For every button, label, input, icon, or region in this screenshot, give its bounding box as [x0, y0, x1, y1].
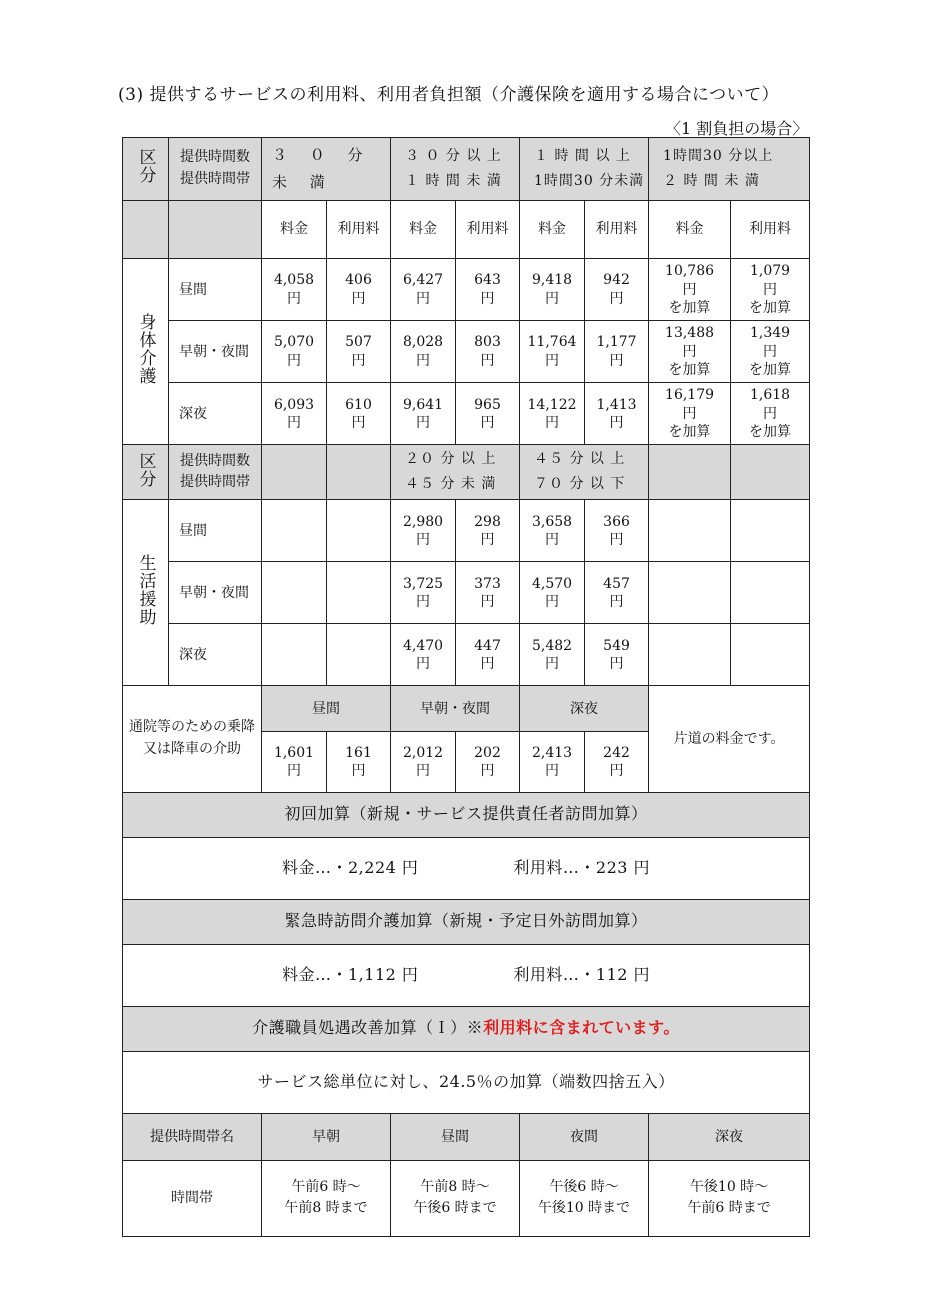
time-slot-label: 深夜 [169, 383, 262, 445]
duration-under-30: ３ ０ 分 未 満 [262, 138, 391, 201]
kubun-cell: 区分 [123, 445, 169, 500]
ryokin-header: 料金 [391, 201, 456, 259]
time-header-cell: 提供時間数 提供時間帯 [169, 445, 262, 500]
shokai-title: 初回加算（新規・サービス提供責任者訪問加算） [123, 792, 810, 837]
duration-45-70: ４５ 分 以 上 ７０ 分 以 下 [520, 445, 649, 500]
fee-cell: 13,488 円 を加算 [649, 321, 731, 383]
fee-cell: 6,093 円 [262, 383, 327, 445]
jouko-asayoru-header: 早朝・夜間 [391, 686, 520, 732]
time-slot-label: 深夜 [169, 624, 262, 686]
fee-cell: 202 円 [456, 732, 520, 792]
fee-cell: 14,122 円 [520, 383, 585, 445]
fee-cell: 447 円 [456, 624, 520, 686]
empty-header [262, 445, 327, 500]
fee-cell: 2,012 円 [391, 732, 456, 792]
jikantai-name: 夜間 [520, 1113, 649, 1160]
fee-cell: 4,570 円 [520, 562, 585, 624]
fee-cell: 507 円 [327, 321, 391, 383]
kinkyu-body: 料金…・1,112 円 利用料…・112 円 [123, 944, 810, 1006]
shogu-title: 介護職員処遇改善加算（Ｉ）※利用料に含まれています。 [123, 1006, 810, 1051]
jikantai-range: 午前8 時～ 午後6 時まで [391, 1160, 520, 1236]
duration-20-45: ２０ 分 以 上 ４５ 分 未 満 [391, 445, 520, 500]
fee-cell: 2,413 円 [520, 732, 585, 792]
jikantai-name: 早朝 [262, 1113, 391, 1160]
fee-cell: 161 円 [327, 732, 391, 792]
jikantai-range: 午後6 時～ 午後10 時まで [520, 1160, 649, 1236]
riyoryo-header: 利用料 [731, 201, 810, 259]
fee-cell: 643 円 [456, 259, 520, 321]
fee-cell: 1,349 円 を加算 [731, 321, 810, 383]
jouko-note: 片道の料金です。 [649, 686, 810, 792]
fee-cell: 5,482 円 [520, 624, 585, 686]
fee-cell: 1,413 円 [585, 383, 649, 445]
shokai-body: 料金…・2,224 円 利用料…・223 円 [123, 837, 810, 899]
fee-cell: 1,618 円 を加算 [731, 383, 810, 445]
fee-cell: 4,058 円 [262, 259, 327, 321]
time-slot-label: 昼間 [169, 500, 262, 562]
seikatsu-category: 生活援助 [123, 500, 169, 686]
time-header-cont [169, 201, 262, 259]
fee-cell: 406 円 [327, 259, 391, 321]
fee-cell: 942 円 [585, 259, 649, 321]
fee-cell: 8,028 円 [391, 321, 456, 383]
fee-cell: 10,786 円 を加算 [649, 259, 731, 321]
ryokin-header: 料金 [520, 201, 585, 259]
fee-cell: 9,641 円 [391, 383, 456, 445]
time-header-cell: 提供時間数 提供時間帯 [169, 138, 262, 201]
jikantai-range: 午前6 時～ 午前8 時まで [262, 1160, 391, 1236]
jikantai-header-label: 提供時間帯名 [123, 1113, 262, 1160]
fee-cell: 6,427 円 [391, 259, 456, 321]
jouko-shinya-header: 深夜 [520, 686, 649, 732]
burden-ratio-note: 〈1 割負担の場合〉 [665, 119, 809, 138]
kubun-cell: 区分 [123, 138, 169, 201]
fee-cell: 610 円 [327, 383, 391, 445]
jikantai-name: 深夜 [649, 1113, 810, 1160]
fee-cell: 965 円 [456, 383, 520, 445]
riyoryo-header: 利用料 [585, 201, 649, 259]
fee-cell: 1,079 円 を加算 [731, 259, 810, 321]
kinkyu-title: 緊急時訪問介護加算（新規・予定日外訪問加算） [123, 899, 810, 944]
fee-cell: 373 円 [456, 562, 520, 624]
fee-cell: 2,980 円 [391, 500, 456, 562]
time-slot-label: 早朝・夜間 [169, 321, 262, 383]
ryokin-header: 料金 [649, 201, 731, 259]
ryokin-header: 料金 [262, 201, 327, 259]
duration-60-90: １ 時 間 以 上 1時間30 分未満 [520, 138, 649, 201]
duration-30-60: ３ ０ 分 以 上 １ 時 間 未 満 [391, 138, 520, 201]
time-slot-label: 昼間 [169, 259, 262, 321]
fee-cell: 366 円 [585, 500, 649, 562]
fee-cell: 1,601 円 [262, 732, 327, 792]
riyoryo-header: 利用料 [456, 201, 520, 259]
fee-table [122, 137, 810, 1237]
fee-cell: 16,179 円 を加算 [649, 383, 731, 445]
fee-cell: 3,725 円 [391, 562, 456, 624]
fee-cell: 3,658 円 [520, 500, 585, 562]
empty-header [649, 445, 731, 500]
fee-cell: 1,177 円 [585, 321, 649, 383]
time-slot-label: 早朝・夜間 [169, 562, 262, 624]
section-heading: (3) 提供するサービスの利用料、利用者負担額（介護保険を適用する場合について） [118, 85, 780, 105]
duration-90-120: 1時間30 分以上 ２ 時 間 未 満 [649, 138, 810, 201]
jikantai-range: 午後10 時～ 午前6 時まで [649, 1160, 810, 1236]
riyoryo-header: 利用料 [327, 201, 391, 259]
empty-header [731, 445, 810, 500]
fee-cell: 803 円 [456, 321, 520, 383]
kubun-cell-cont [123, 201, 169, 259]
fee-cell: 549 円 [585, 624, 649, 686]
fee-cell: 5,070 円 [262, 321, 327, 383]
fee-cell: 242 円 [585, 732, 649, 792]
shogu-included-note: 利用料に含まれています。 [483, 1018, 680, 1038]
fee-cell: 9,418 円 [520, 259, 585, 321]
fee-cell: 11,764 円 [520, 321, 585, 383]
jouko-hiruma-header: 昼間 [262, 686, 391, 732]
jikantai-row-label: 時間帯 [123, 1160, 262, 1236]
shintai-category: 身体介護 [123, 259, 169, 445]
fee-cell: 457 円 [585, 562, 649, 624]
shogu-body: サービス総単位に対し、24.5％の加算（端数四捨五入） [123, 1051, 810, 1113]
fee-cell: 4,470 円 [391, 624, 456, 686]
jouko-label: 通院等のための乗降 又は降車の介助 [123, 686, 262, 792]
fee-cell: 298 円 [456, 500, 520, 562]
empty-header [327, 445, 391, 500]
jikantai-name: 昼間 [391, 1113, 520, 1160]
